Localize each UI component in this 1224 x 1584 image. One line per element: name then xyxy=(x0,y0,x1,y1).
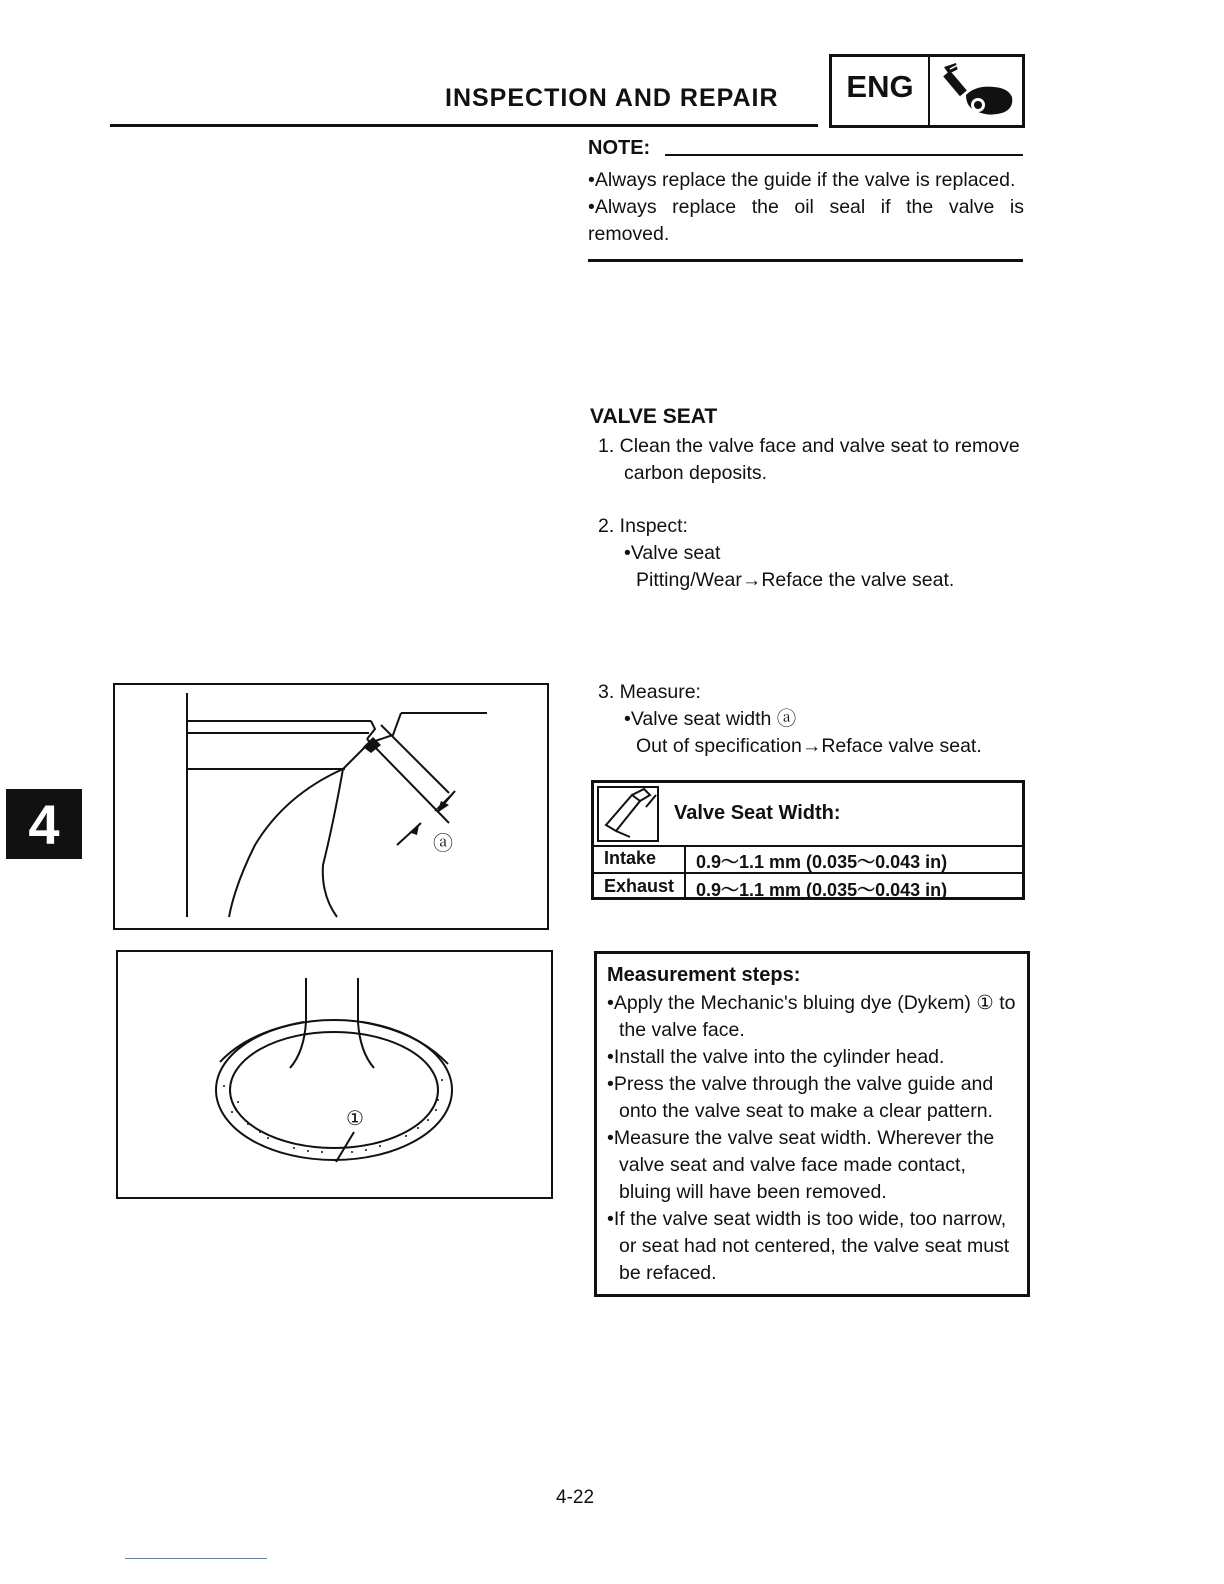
section-badge xyxy=(829,54,1025,128)
section-title: VALVE SEAT xyxy=(590,405,718,428)
measurement-title: Measurement steps: xyxy=(607,964,801,986)
scan-mark xyxy=(125,1558,267,1559)
step-3 xyxy=(598,679,982,760)
step-1-line2: carbon deposits. xyxy=(624,462,768,484)
step-2 xyxy=(598,513,954,594)
spec-row-label: Intake xyxy=(604,848,657,868)
note-rule xyxy=(665,154,1023,156)
measurement-item: •Install the valve into the cylinder head. xyxy=(607,1046,945,1068)
valve-bluing-diagram xyxy=(118,952,551,1197)
measurement-steps-box xyxy=(594,951,1030,1297)
step-3-line1: 3. Measure: xyxy=(598,681,701,703)
spec-title: Valve Seat Width: xyxy=(674,802,841,824)
badge-label: ENG xyxy=(832,57,930,125)
valve-seat-figure xyxy=(113,683,549,930)
callout-a: ⓐ xyxy=(433,833,453,855)
spec-row-value: 0.9～1.1 mm (0.035～0.043 in) xyxy=(696,880,948,900)
measurement-item: •Press the valve through the valve guide and onto the valve seat to make a clear pattern. xyxy=(607,1073,994,1122)
measurement-item: •If the valve seat width is too wide, too narrow, or seat had not centered, the valve seat must be refaced. xyxy=(607,1208,1010,1284)
step-2-line2: •Valve seat xyxy=(624,542,721,564)
spec-row-intake xyxy=(594,845,1022,873)
note-bottom-rule xyxy=(588,259,1023,262)
spec-table xyxy=(591,780,1025,900)
note-item: •Always replace the guide if the valve is replaced. xyxy=(588,169,1016,191)
chapter-tab: 4 xyxy=(6,789,82,859)
header-rule xyxy=(110,124,818,127)
valve-bluing-figure xyxy=(116,950,553,1199)
step-3-line3: Out of specification→Reface valve seat. xyxy=(636,735,982,757)
callout-1: ① xyxy=(346,1108,364,1130)
spec-row-label: Exhaust xyxy=(604,876,675,896)
step-2-line1: 2. Inspect: xyxy=(598,515,688,537)
spec-header xyxy=(594,783,1022,847)
step-2-line3: Pitting/Wear→Reface the valve seat. xyxy=(636,569,955,591)
step-1-line1: 1. Clean the valve face and valve seat to remove xyxy=(598,435,1020,457)
note-label: NOTE: xyxy=(588,137,651,159)
spec-row-exhaust xyxy=(594,873,1022,901)
valve-seat-diagram xyxy=(115,685,547,928)
caliper-icon xyxy=(596,785,660,843)
page-number: 4-22 xyxy=(556,1487,595,1508)
note-list xyxy=(588,167,1024,248)
note-item: •Always replace the oil seal if the valve is removed. xyxy=(588,196,1024,245)
step-1 xyxy=(598,433,1020,487)
measurement-list xyxy=(607,990,1019,1287)
page-title: INSPECTION AND REPAIR xyxy=(445,84,779,112)
engine-wrench-icon xyxy=(936,61,1016,121)
measurement-item: •Apply the Mechanic's bluing dye (Dykem) ① to the valve face. xyxy=(607,992,1016,1041)
spec-row-value: 0.9～1.1 mm (0.035～0.043 in) xyxy=(696,852,948,872)
measurement-item: •Measure the valve seat width. Wherever the valve seat and valve face made contact, bluing will have been removed. xyxy=(607,1127,995,1203)
step-3-line2: •Valve seat width ⓐ xyxy=(624,708,797,730)
